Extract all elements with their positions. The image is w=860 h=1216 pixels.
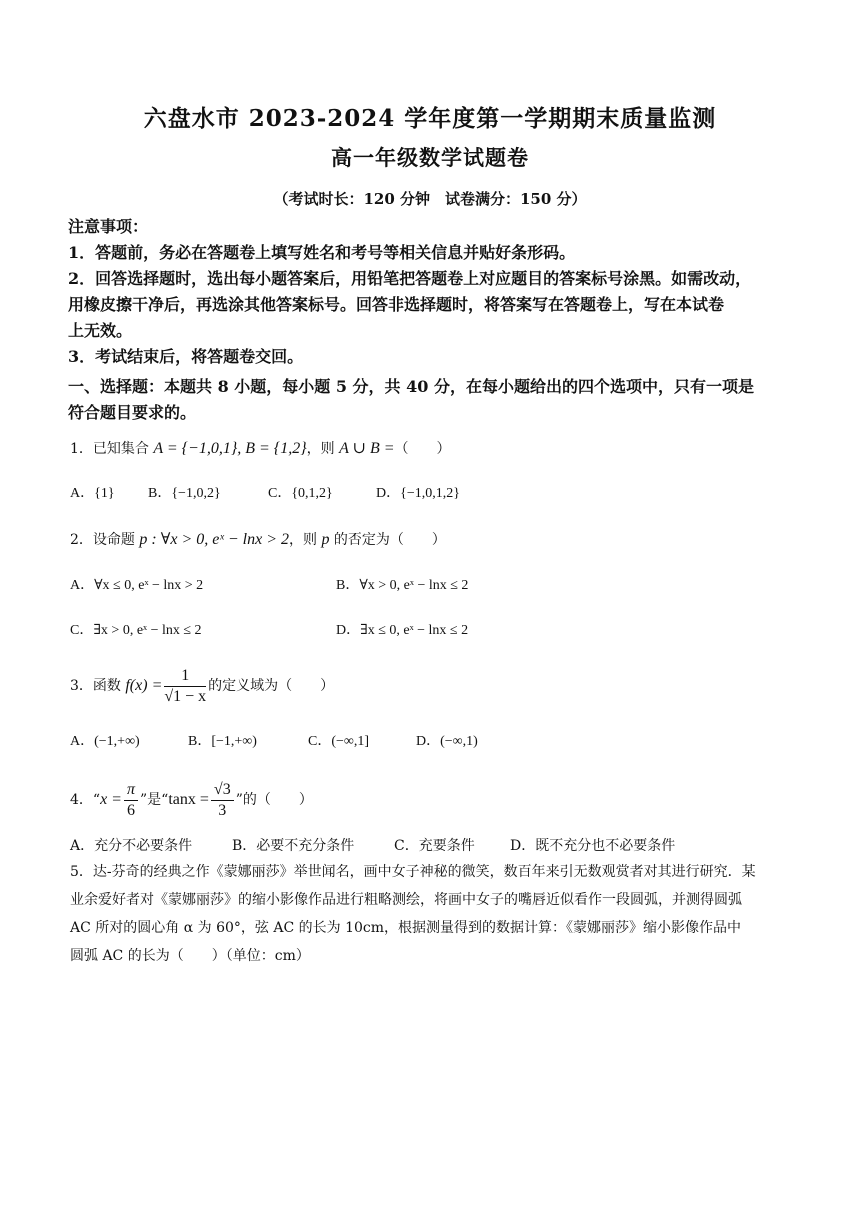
q1-math: A = {−1,0,1}, B = {1,2} [153, 440, 307, 457]
section-1-line-2: 符合题目要求的。 [68, 403, 197, 422]
q2-prefix: 2．设命题 [70, 532, 140, 548]
question-1 [70, 438, 451, 460]
q1-option-a: A．{1} [70, 486, 115, 501]
q4-frac2-den: 3 [218, 801, 227, 819]
q1-prefix: 1．已知集合 [70, 441, 154, 457]
q5-line-2: 业余爱好者对《蒙娜丽莎》的缩小影像作品进行粗略测绘，将画中女子的嘴唇近似看作一段圆弧，并测得圆弧 [70, 892, 742, 908]
note-item-2-line-3: 上无效。 [68, 321, 133, 340]
section-1-line-1: 一、选择题：本题共 8 小题，每小题 5 分，共 40 分，在每小题给出的四个选项中，只有一项是 [68, 377, 754, 396]
q4-fraction-2 [211, 780, 234, 821]
q3-frac-den: √1 − x [164, 687, 207, 705]
q1-option-c: C．{0,1,2} [268, 486, 333, 501]
q1-suffix: （ ） [394, 441, 451, 457]
q3-option-b: B．[−1,+∞) [188, 734, 257, 749]
q4-lhs2: tanx = [168, 791, 209, 808]
q2-suffix: 的否定为（ ） [329, 532, 446, 548]
note-item-3: 3．考试结束后，将答题卷交回。 [68, 347, 304, 366]
q3-option-c: C．(−∞,1] [308, 734, 370, 749]
q4-option-c: C．充要条件 [394, 838, 475, 854]
note-item-1: 1．答题前，务必在答题卷上填写姓名和考号等相关信息并贴好条形码。 [68, 243, 576, 262]
q3-fraction [164, 666, 206, 707]
note-item-2-line-1: 2．回答选择题时，选出每小题答案后，用铅笔把答题卷上对应题目的答案标号涂黑。如需改动， [68, 269, 752, 288]
question-3 [70, 664, 334, 708]
q4-suffix: ”的（ ） [235, 792, 313, 808]
q4-frac1-den: 6 [126, 801, 135, 819]
question-4 [70, 778, 313, 822]
q3-suffix: 的定义域为（ ） [208, 678, 335, 694]
q4-prefix: 4．“ [70, 792, 101, 808]
q2-math: p : ∀x > 0, eˣ − lnx > 2 [139, 531, 289, 548]
q1-option-b: B．{−1,0,2} [148, 486, 221, 501]
q4-frac2-num: √3 [211, 780, 234, 801]
q3-option-a: A．(−1,+∞) [70, 734, 140, 749]
question-2 [70, 529, 446, 551]
q4-fraction-1 [124, 780, 138, 821]
exam-subtitle: 高一年级数学试题卷 [331, 145, 529, 170]
q4-mid: ”是“ [140, 792, 169, 808]
q3-prefix: 3．函数 [70, 678, 126, 694]
q3-lhs: f(x) = [125, 677, 163, 694]
q2-math2: p [321, 531, 330, 548]
q4-option-b: B．必要不充分条件 [232, 838, 355, 854]
q2-option-a: A．∀x ≤ 0, eˣ − lnx > 2 [70, 578, 204, 593]
q2-option-b: B．∀x > 0, eˣ − lnx ≤ 2 [336, 578, 469, 593]
q3-option-d: D．(−∞,1) [416, 734, 478, 749]
q4-frac1-num: π [124, 780, 138, 801]
q2-option-c: C．∃x > 0, eˣ − lnx ≤ 2 [70, 623, 202, 638]
note-item-2-line-2: 用橡皮擦干净后，再选涂其他答案标号。回答非选择题时，将答案写在答题卷上，写在本试卷 [68, 295, 725, 314]
q3-frac-num: 1 [164, 666, 206, 687]
q4-option-d: D．既不充分也不必要条件 [510, 838, 676, 854]
q1-middle: ，则 [306, 441, 340, 457]
exam-info: （考试时长：120 分钟 试卷满分：150 分） [273, 190, 587, 208]
q2-middle: ，则 [289, 532, 322, 548]
q5-line-1: 5．达-芬奇的经典之作《蒙娜丽莎》举世闻名，画中女子神秘的微笑，数百年来引无数观赏者对其进行研究．某 [70, 864, 756, 880]
q2-option-d: D．∃x ≤ 0, eˣ − lnx ≤ 2 [336, 623, 469, 638]
q5-line-3: AC 所对的圆心角 α 为 60°，弦 AC 的长为 10cm，根据测量得到的数据计算：《蒙娜丽莎》缩小影像作品中 [70, 920, 741, 936]
exam-title: 六盘水市 2023-2024 学年度第一学期期末质量监测 [143, 105, 717, 132]
notes-heading: 注意事项： [68, 217, 149, 236]
q4-option-a: A．充分不必要条件 [70, 838, 193, 854]
q1-math2: A ∪ B = [339, 440, 395, 457]
q4-lhs1: x = [100, 791, 122, 808]
q5-line-4: 圆弧 AC 的长为（ ）（单位：cm） [70, 948, 310, 964]
q1-option-d: D．{−1,0,1,2} [376, 486, 460, 501]
